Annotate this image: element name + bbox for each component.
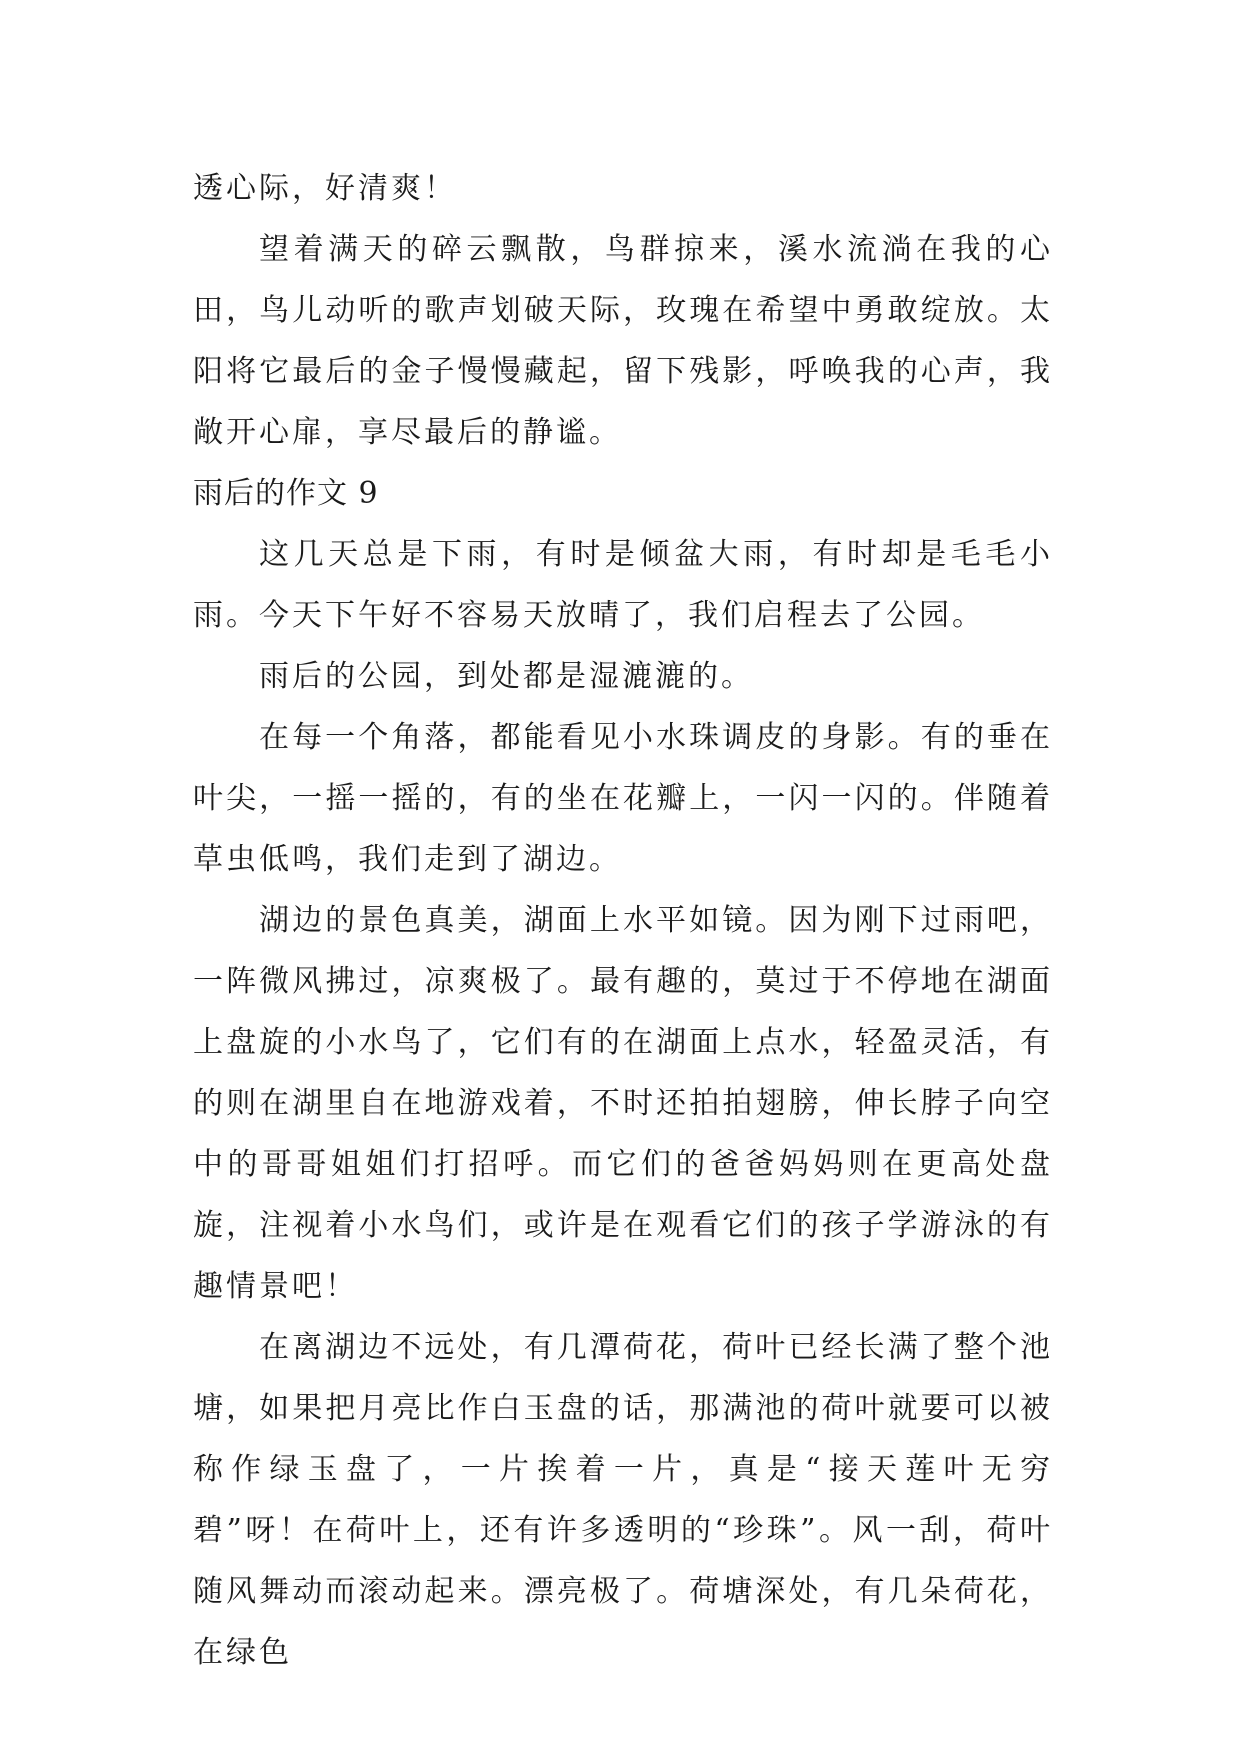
paragraph: 这几天总是下雨，有时是倾盆大雨，有时却是毛毛小雨。今天下午好不容易天放晴了，我们启程去了公园。 — [193, 537, 1053, 633]
document-body — [193, 158, 1053, 1683]
paragraph: 湖边的景色真美，湖面上水平如镜。因为刚下过雨吧，一阵微风拂过，凉爽极了。最有趣的，莫过于不停地在湖面上盘旋的小水鸟了，它们有的在湖面上点水，轻盈灵活，有的则在湖里自在地游戏着，不时还拍拍翅膀，伸长脖子向空中的哥哥姐姐们打招呼。而它们的爸爸妈妈则在更高处盘旋，注视着小水鸟们，或许是在观看它们的孩子学游泳的有趣情景吧！ — [193, 903, 1053, 1304]
paragraph-continuation: 透心际，好清爽！ — [193, 171, 457, 206]
paragraph: 在离湖边不远处，有几潭荷花，荷叶已经长满了整个池塘，如果把月亮比作白玉盘的话，那满池的荷叶就要可以被称作绿玉盘了，一片挨着一片，真是“接天莲叶无穷碧”呀！在荷叶上，还有许多透明的“珍珠”。风一刮，荷叶随风舞动而滚动起来。漂亮极了。荷塘深处，有几朵荷花，在绿色 — [193, 1330, 1053, 1670]
paragraph: 雨后的公园，到处都是湿漉漉的。 — [259, 659, 754, 694]
paragraph: 望着满天的碎云飘散，鸟群掠来，溪水流淌在我的心田，鸟儿动听的歌声划破天际，玫瑰在希望中勇敢绽放。太阳将它最后的金子慢慢藏起，留下残影，呼唤我的心声，我敞开心扉，享尽最后的静谧。 — [193, 232, 1053, 450]
paragraph: 在每一个角落，都能看见小水珠调皮的身影。有的垂在叶尖，一摇一摇的，有的坐在花瓣上，一闪一闪的。伴随着草虫低鸣，我们走到了湖边。 — [193, 720, 1053, 877]
section-title: 雨后的作文 9 — [193, 476, 379, 511]
